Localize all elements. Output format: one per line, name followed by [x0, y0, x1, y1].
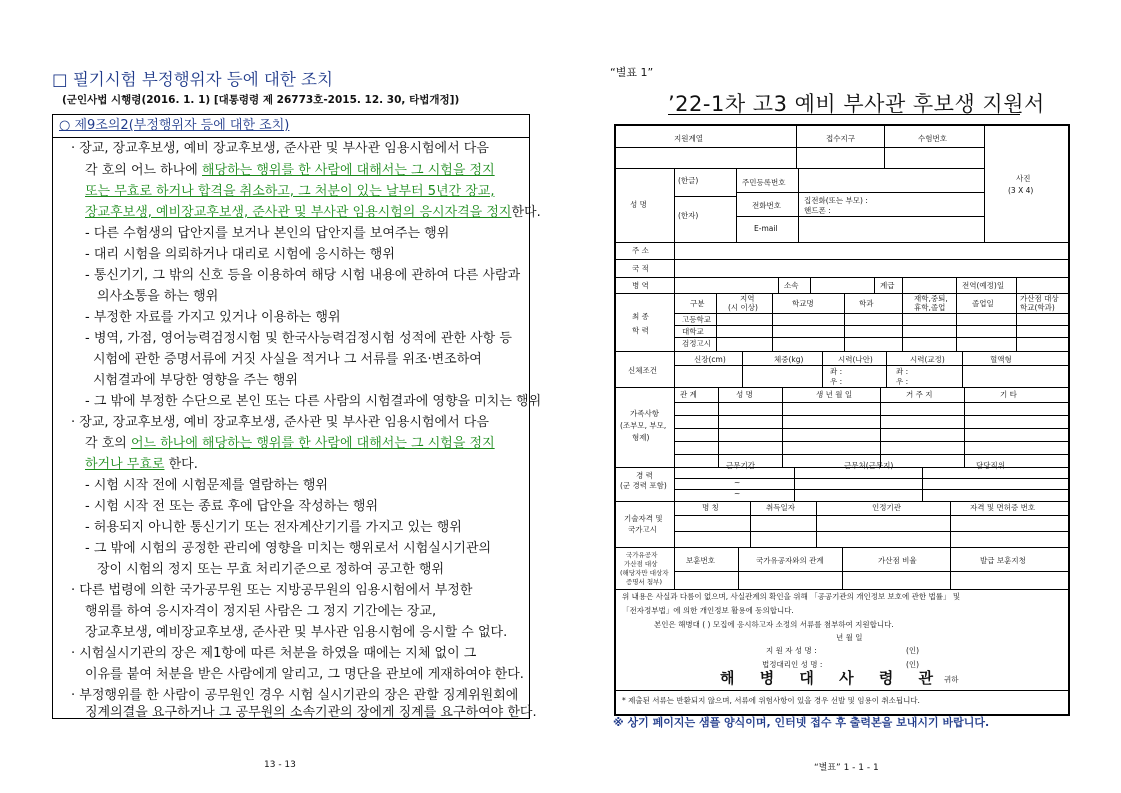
honorific: 귀하: [944, 675, 959, 684]
vet-head: 가산점 비율: [878, 556, 917, 565]
law-line: - 대리 시험을 의뢰하거나 대리로 시험에 응시하는 행위: [85, 247, 395, 262]
law-line: - 통신기기, 그 밖의 신호 등을 이용하여 해당 시험 내용에 관하여 다른 사람과: [85, 268, 521, 283]
law-text-box: [52, 114, 542, 720]
military-label: 병 역: [632, 281, 649, 290]
vet-label: 가산점 대상: [624, 560, 658, 568]
eye-right: 우 :: [896, 377, 909, 386]
cert-label: 국가고시: [628, 525, 657, 534]
law-line: 장교후보생, 예비장교후보생, 준사관 및 부사관 임용시험의 응시자격을 정지한다.: [85, 205, 541, 220]
family-head: 관 계: [680, 390, 697, 399]
family-label: (조부모, 부모,: [620, 421, 667, 430]
edu-row: 고등학교: [682, 315, 711, 324]
law-line: 각 호의 어느 하나에 해당하는 행위를 한 사람에 대해서는 그 시험을 정지: [85, 436, 495, 451]
body-head: 체중(kg): [774, 355, 804, 364]
field-label: 지원계열: [674, 134, 703, 143]
field-label: 접수지구: [826, 134, 855, 143]
family-label: 형제): [632, 433, 650, 442]
section-title: □ 필기시험 부정행위자 등에 대한 조치: [52, 70, 333, 89]
edu-head: 학교(학과): [1020, 303, 1055, 312]
family-head: 생 년 월 일: [816, 390, 853, 399]
body-head: 시력(교정): [910, 355, 945, 364]
commander: 해 병 대 사 령 관: [720, 669, 944, 687]
title-underline: [668, 114, 1020, 115]
nationality-label: 국 적: [632, 264, 649, 273]
cert-head: 인정기관: [872, 503, 901, 512]
body-head: 신장(cm): [694, 355, 726, 364]
law-line: - 병역, 가점, 영어능력검정시험 및 한국사능력검정시험 성적에 관한 사항 등: [85, 331, 512, 346]
unit-label: 소속: [784, 281, 799, 290]
page-number: “별표” 1 - 1 - 1: [814, 763, 879, 773]
law-line: - 그 밖에 시험의 공정한 관리에 영향을 미치는 행위로서 시험실시기관의: [85, 541, 492, 556]
family-head: 성 명: [736, 390, 753, 399]
career-head: 근무처(근무지): [844, 461, 894, 470]
edu-label-2: 학 력: [632, 326, 649, 335]
hanja-label: (한자): [678, 211, 699, 220]
law-line: · 부정행위를 한 사람이 공무원인 경우 시험 실시기관의 장은 관할 징계위원회에: [71, 688, 519, 703]
cert-head: 명 칭: [702, 503, 719, 512]
cert-label: 기술자격 및: [624, 514, 663, 523]
form-title: ’22-1차 고3 예비 부사관 후보생 지원서: [668, 92, 1045, 116]
eye-left: 좌 :: [830, 367, 843, 376]
law-line: 징계의결을 요구하거나 그 공무원의 소속기관의 장에게 징계를 요구하여야 한다.: [85, 705, 537, 720]
law-line: 의사소통을 하는 행위: [97, 289, 219, 304]
box-divider: [53, 137, 529, 138]
address-label: 주 소: [632, 246, 649, 255]
cert-head: 취득일자: [766, 503, 795, 512]
mobile-label: 핸드폰 :: [804, 206, 831, 215]
photo-size: (3 X 4): [1008, 186, 1034, 195]
phone-label: 전화번호: [752, 201, 781, 210]
edu-head: 가산점 대상: [1020, 294, 1059, 303]
box-header-text: ○ 제9조의2(부정행위자 등에 대한 조치): [59, 118, 290, 133]
applicant-line: 지 원 자 성 명 :: [766, 646, 817, 655]
law-line: 이유를 붙여 처분을 받은 사람에게 알리고, 그 명단을 관보에 게재하여야 한다.: [85, 667, 524, 682]
eye-left: 좌 :: [896, 367, 909, 376]
law-line: 장교후보생, 예비장교후보생, 준사관 및 부사관 임용시험에 응시할 수 없다.: [85, 625, 508, 640]
edu-row: 대학교: [682, 327, 704, 336]
law-line: 각 호의 어느 하나에 해당하는 행위를 한 사람에 대해서는 그 시험을 정지: [85, 163, 495, 178]
annex-label: “별표 1”: [610, 66, 654, 79]
career-head: 담당직위: [976, 461, 1005, 470]
seal: (인): [906, 660, 920, 669]
law-line: 하거나 무효로 한다.: [85, 457, 198, 472]
cert-head: 자격 및 면허증 번호: [970, 503, 1036, 512]
rrn-label: 주민등록번호: [742, 178, 786, 187]
edu-head: 재학,중퇴,: [914, 294, 948, 303]
rank-label: 계급: [880, 281, 895, 290]
footnote: * 제출된 서류는 반환되지 않으며, 서류에 위험사항이 있을 경우 선발 및 임용이 취소됩니다.: [622, 696, 920, 705]
vet-label: 국가유공자: [626, 551, 658, 559]
body-head: 혈액형: [990, 355, 1012, 364]
discharge-label: 전역(예정)일: [962, 281, 1005, 290]
notice-text: ※ 상기 페이지는 샘플 양식이며, 인터넷 접수 후 출력본을 보내시기 바랍니다.: [613, 716, 990, 729]
vet-head: 국가유공자와의 관계: [756, 556, 824, 565]
law-line: - 그 밖에 부정한 수단으로 본인 또는 다른 사람의 시험결과에 영향을 미치는 행위: [85, 394, 542, 409]
page-number: 13 - 13: [264, 760, 296, 770]
consent-text: 「전자정부법」에 의한 개인정보 활용에 동의합니다.: [622, 606, 794, 615]
guardian-line: 법정대리인 성 명 :: [762, 660, 823, 669]
law-line: 시험결과에 부당한 영향을 주는 행위: [93, 373, 298, 388]
law-line: · 시험실시기관의 장은 제1항에 따른 처분을 하였을 때에는 지체 없이 그: [71, 646, 477, 661]
law-line: 시험에 관한 증명서류에 거짓 사실을 적거나 그 서류를 위조·변조하여: [93, 352, 482, 367]
law-line: - 시험 시작 전 또는 종료 후에 답안을 작성하는 행위: [85, 499, 379, 514]
vet-head: 발급 보훈지청: [980, 556, 1026, 565]
vet-label: (해당자만 대상자: [620, 569, 669, 577]
edu-head: 학교명: [792, 299, 814, 308]
tilde: ~: [734, 478, 741, 487]
edu-head: 졸업일: [972, 299, 994, 308]
vet-head: 보훈번호: [686, 556, 715, 565]
photo-label: 사진: [1016, 174, 1031, 183]
field-label: 수험번호: [918, 134, 947, 143]
career-label: (군 경력 포함): [620, 481, 667, 490]
tilde: ~: [734, 489, 741, 498]
edu-row: 검정고시: [682, 339, 711, 348]
law-line: 장이 시험의 정지 또는 무효 처리기준으로 정하여 공고한 행위: [97, 562, 445, 577]
law-line: - 시험 시작 전에 시험문제를 열람하는 행위: [85, 478, 328, 493]
body-label: 신체조건: [628, 366, 657, 375]
family-head: 기 타: [1000, 390, 1017, 399]
hangul-label: (한글): [678, 176, 699, 185]
edu-head: 지역: [740, 294, 755, 303]
edu-head: 휴학,졸업: [914, 303, 946, 312]
law-line: · 다른 법령에 의한 국가공무원 또는 지방공무원의 임용시험에서 부정한: [71, 583, 473, 598]
law-line: · 장교, 장교후보생, 예비 장교후보생, 준사관 및 부사관 임용시험에서 다음: [71, 141, 489, 156]
law-line: - 부정한 자료를 가지고 있거나 이용하는 행위: [85, 310, 341, 325]
consent-text: 위 내용은 사실과 다름이 없으며, 사실관계의 확인을 위해 「공공기관의 개인정보 보호에 관한 법률」 및: [622, 592, 961, 601]
family-label: 가족사항: [630, 409, 659, 418]
home-phone-label: 집전화(또는 부모) :: [804, 196, 868, 205]
vet-label: 증명서 첨부): [626, 578, 662, 586]
law-line: - 허용되지 아니한 통신기기 또는 전자계산기기를 가지고 있는 행위: [85, 520, 462, 535]
law-line: 행위를 하여 응시자격이 정지된 사람은 그 정지 기간에는 장교,: [85, 604, 437, 619]
edu-label-1: 최 종: [632, 312, 649, 321]
law-line: · 장교, 장교후보생, 예비 장교후보생, 준사관 및 부사관 임용시험에서 다음: [71, 415, 489, 430]
eye-right: 우 :: [830, 377, 843, 386]
consent-text: 본인은 해병대 ( ) 모집에 응시하고자 소정의 서류를 첨부하여 지원합니다.: [654, 620, 894, 629]
law-line: 또는 무효로 하거나 합격을 취소하고, 그 처분이 있는 날부터 5년간 장교,: [85, 184, 495, 199]
edu-head: 구분: [690, 299, 705, 308]
edu-head: 학과: [859, 299, 874, 308]
seal: (인): [906, 646, 920, 655]
section-subtitle: (군인사법 시행령(2016. 1. 1) [대통령령 제 26773호-2015. 12. 30, 타법개정]): [62, 94, 460, 106]
date-line: 년 월 일: [836, 633, 863, 642]
body-head: 시력(나안): [838, 355, 873, 364]
law-line: - 다른 수험생의 답안지를 보거나 본인의 답안지를 보여주는 행위: [85, 226, 450, 241]
name-label: 성 명: [630, 200, 647, 209]
career-head: 근무기간: [726, 461, 755, 470]
family-head: 거 주 지: [906, 390, 933, 399]
edu-head: (시 이상): [728, 303, 758, 312]
career-label: 경 력: [636, 471, 653, 480]
application-form: [614, 124, 1070, 716]
email-label: E-mail: [754, 224, 778, 233]
box-header: [59, 118, 289, 134]
